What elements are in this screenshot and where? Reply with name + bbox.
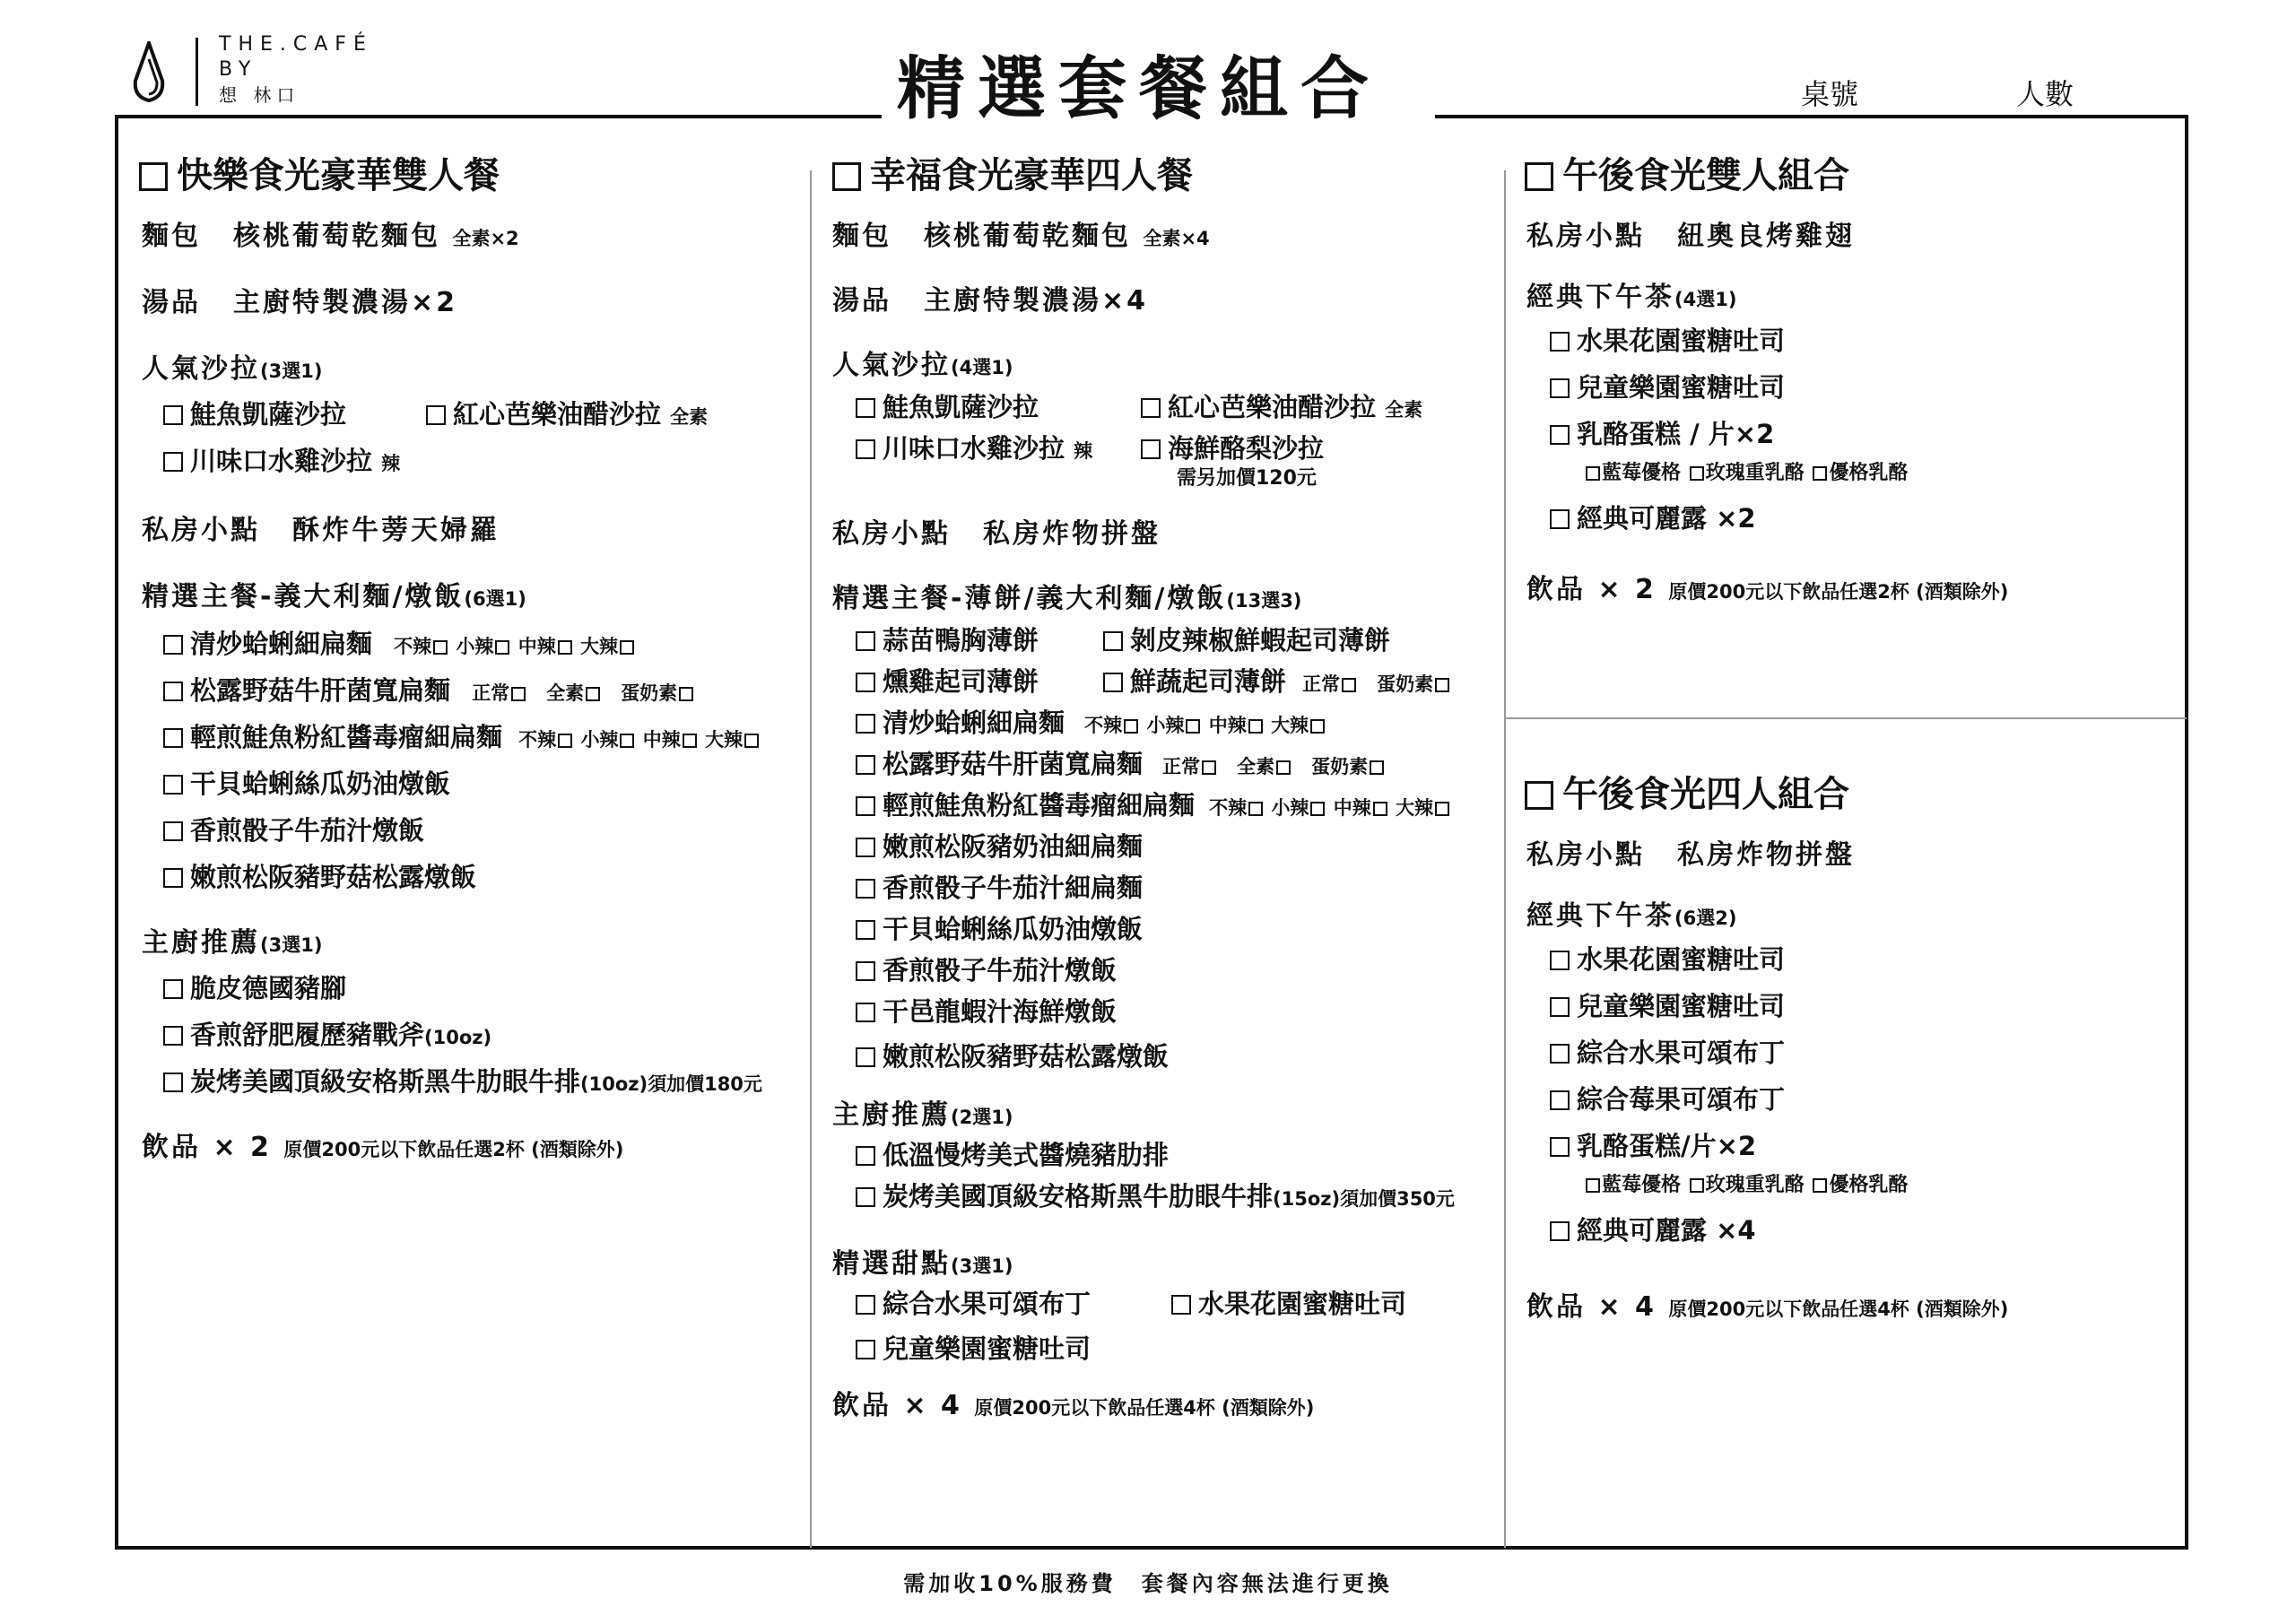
set2-soup-row: 湯品 主廚特製濃湯×4 — [832, 285, 1149, 317]
checkbox[interactable] — [1550, 997, 1570, 1017]
set2-main-option[interactable]: 蒜苗鴨胸薄餅 — [856, 621, 1039, 657]
set3-title[interactable]: 午後食光雙人組合 — [1525, 147, 1849, 198]
set3-checkbox[interactable] — [1525, 162, 1553, 191]
set2-main-option[interactable]: 剝皮辣椒鮮蝦起司薄餅 — [1103, 621, 1390, 657]
set1-salad-option[interactable]: 鮭魚凱薩沙拉 — [163, 395, 346, 431]
checkbox[interactable] — [856, 1340, 875, 1359]
set2-title[interactable]: 幸福食光豪華四人餐 — [832, 147, 1193, 198]
set2-main-option[interactable]: 鮮蔬起司薄餅 正常 蛋奶素 — [1103, 662, 1451, 699]
checkbox[interactable] — [1171, 1295, 1191, 1315]
set2-main-option[interactable]: 香煎骰子牛茄汁細扁麵 — [856, 868, 1143, 905]
set1-salad-option[interactable]: 紅心芭樂油醋沙拉 全素 — [426, 395, 708, 431]
set2-dessert-option[interactable]: 水果花園蜜糖吐司 — [1171, 1284, 1406, 1321]
set1-main-option[interactable]: 輕煎鮭魚粉紅醬毒瘤細扁麵 不辣 小辣 中辣 大辣 — [163, 717, 761, 754]
set2-main-option[interactable]: 香煎骰子牛茄汁燉飯 — [856, 951, 1117, 987]
set3-tea-option[interactable]: 水果花園蜜糖吐司 — [1550, 321, 1785, 358]
checkbox[interactable] — [856, 398, 875, 418]
set2-salad-extra-note: 需另加價120元 — [1177, 467, 1317, 490]
checkbox[interactable] — [1103, 673, 1123, 692]
set2-main-option[interactable]: 嫩煎松阪豬野菇松露燉飯 — [856, 1037, 1169, 1073]
set1-bread-row: 麵包 核桃葡萄乾麵包 全素×2 — [142, 221, 519, 252]
set3-cake-flavors[interactable]: 藍莓優格 玫瑰重乳酪 優格乳酪 — [1584, 457, 1908, 485]
checkbox[interactable] — [163, 1073, 183, 1092]
set2-chef-option[interactable]: 低溫慢烤美式醬燒豬肋排 — [856, 1135, 1169, 1172]
checkbox[interactable] — [163, 1026, 183, 1046]
set1-title[interactable]: 快樂食光豪華雙人餐 — [139, 147, 500, 198]
checkbox[interactable] — [856, 920, 875, 940]
checkbox[interactable] — [426, 405, 446, 425]
brand-logo — [219, 32, 373, 108]
set4-tea-option[interactable]: 水果花園蜜糖吐司 — [1550, 940, 1785, 977]
checkbox[interactable] — [856, 796, 875, 816]
set3-drink-row: 飲品 × 2 原價200元以下飲品任選2杯 (酒類除外) — [1526, 574, 2009, 605]
checkbox[interactable] — [1550, 378, 1570, 398]
column-divider-2 — [1504, 170, 1506, 1548]
checkbox[interactable] — [1550, 425, 1570, 445]
footer-note: 需加收10%服務費 套餐內容無法進行更換 — [903, 1571, 1393, 1596]
checkbox[interactable] — [856, 631, 875, 651]
set1-main-option[interactable]: 干貝蛤蜊絲瓜奶油燉飯 — [163, 764, 450, 801]
checkbox[interactable] — [856, 1295, 875, 1315]
checkbox[interactable] — [856, 439, 875, 459]
checkbox[interactable] — [856, 961, 875, 981]
checkbox[interactable] — [1550, 332, 1570, 352]
set4-tea-option[interactable]: 兒童樂園蜜糖吐司 — [1550, 986, 1785, 1023]
set2-checkbox[interactable] — [832, 162, 861, 191]
set3-tea-option[interactable]: 兒童樂園蜜糖吐司 — [1550, 368, 1785, 404]
set4-drink-row: 飲品 × 4 原價200元以下飲品任選4杯 (酒類除外) — [1526, 1291, 2009, 1323]
set2-chef-heading: 主廚推薦(2選1) — [832, 1099, 1013, 1131]
brand-line3: 想 林口 — [219, 84, 300, 106]
set1-salad-heading: 人氣沙拉(3選1) — [142, 353, 323, 385]
checkbox[interactable] — [1550, 1090, 1570, 1110]
set1-checkbox[interactable] — [139, 162, 168, 191]
set2-dessert-heading: 精選甜點(3選1) — [832, 1248, 1013, 1280]
set1-main-option[interactable]: 清炒蛤蜊細扁麵 不辣 小辣 中辣 大辣 — [163, 624, 636, 661]
set4-snack-row: 私房小點 私房炸物拼盤 — [1526, 839, 1855, 871]
set4-canele-option[interactable]: 經典可麗露 ×4 — [1550, 1211, 1756, 1247]
set2-chef-option[interactable]: 炭烤美國頂級安格斯黑牛肋眼牛排(15oz)須加價350元 — [856, 1177, 1455, 1213]
set3-tea-heading: 經典下午茶(4選1) — [1526, 282, 1737, 313]
checkbox[interactable] — [1550, 951, 1570, 970]
set4-tea-heading: 經典下午茶(6選2) — [1526, 900, 1737, 932]
checkbox[interactable] — [856, 755, 875, 775]
logo-divider — [196, 38, 198, 106]
set2-salad-option[interactable]: 海鮮酪梨沙拉 — [1141, 429, 1324, 465]
checkbox[interactable] — [856, 1146, 875, 1166]
checkbox[interactable] — [856, 1047, 875, 1067]
checkbox[interactable] — [1141, 398, 1161, 418]
set3-snack-row: 私房小點 紐奧良烤雞翅 — [1526, 221, 1855, 252]
set2-dessert-option[interactable]: 綜合水果可頌布丁 — [856, 1284, 1091, 1321]
checkbox[interactable] — [163, 728, 183, 748]
checkbox[interactable] — [163, 821, 183, 841]
set1-drink-row: 飲品 × 2 原價200元以下飲品任選2杯 (酒類除外) — [142, 1132, 624, 1163]
checkbox[interactable] — [1141, 439, 1161, 459]
checkbox[interactable] — [1103, 631, 1123, 651]
set2-main-option[interactable]: 嫩煎松阪豬奶油細扁麵 — [856, 827, 1143, 864]
brand-line1: THE.CAFÉ — [219, 33, 373, 56]
checkbox[interactable] — [163, 979, 183, 999]
set4-tea-option[interactable]: 綜合莓果可頌布丁 — [1550, 1080, 1785, 1116]
set4-tea-option[interactable]: 綜合水果可頌布丁 — [1550, 1033, 1785, 1070]
set4-cake-flavors[interactable]: 藍莓優格 玫瑰重乳酪 優格乳酪 — [1584, 1169, 1908, 1197]
checkbox[interactable] — [163, 452, 183, 472]
menu-frame — [115, 115, 2188, 1550]
set2-bread-row: 麵包 核桃葡萄乾麵包 全素×4 — [832, 221, 1210, 252]
checkbox[interactable] — [856, 1003, 875, 1022]
set1-snack-row: 私房小點 酥炸牛蒡天婦羅 — [142, 515, 500, 546]
set2-main-option[interactable]: 燻雞起司薄餅 — [856, 662, 1039, 699]
checkbox[interactable] — [1550, 1044, 1570, 1064]
set1-chef-option[interactable]: 炭烤美國頂級安格斯黑牛肋眼牛排(10oz)須加價180元 — [163, 1062, 762, 1099]
checkbox[interactable] — [856, 838, 875, 857]
checkbox[interactable] — [163, 868, 183, 888]
set3-canele-option[interactable]: 經典可麗露 ×2 — [1550, 499, 1756, 535]
set2-salad-option[interactable]: 紅心芭樂油醋沙拉 全素 — [1141, 387, 1422, 424]
checkbox[interactable] — [1550, 1137, 1570, 1157]
set2-main-option[interactable]: 清炒蛤蜊細扁麵 不辣 小辣 中辣 大辣 — [856, 703, 1326, 740]
set1-main-option[interactable]: 香煎骰子牛茄汁燉飯 — [163, 811, 424, 847]
set4-checkbox[interactable] — [1525, 781, 1553, 810]
set1-main-heading: 精選主餐-義大利麵/燉飯(6選1) — [142, 581, 526, 612]
set1-main-option[interactable]: 嫩煎松阪豬野菇松露燉飯 — [163, 857, 476, 894]
table-number-label: 桌號 — [1801, 77, 1859, 111]
checkbox[interactable] — [163, 775, 183, 795]
checkbox[interactable] — [163, 405, 183, 425]
set2-salad-heading: 人氣沙拉(4選1) — [832, 350, 1013, 381]
set2-main-option[interactable]: 干貝蛤蜊絲瓜奶油燉飯 — [856, 909, 1143, 946]
checkbox[interactable] — [163, 635, 183, 655]
set1-salad-option[interactable]: 川味口水雞沙拉 辣 — [163, 441, 400, 478]
checkbox[interactable] — [1550, 509, 1570, 529]
brand-line2: BY — [219, 58, 258, 81]
set1-chef-heading: 主廚推薦(3選1) — [142, 927, 323, 959]
set3-tea-option[interactable]: 乳酪蛋糕 / 片×2 — [1550, 414, 1774, 451]
set2-salad-option[interactable]: 川味口水雞沙拉 辣 — [856, 429, 1092, 465]
set2-drink-row: 飲品 × 4 原價200元以下飲品任選4杯 (酒類除外) — [832, 1390, 1315, 1421]
checkbox[interactable] — [1550, 1221, 1570, 1241]
logo-drop-icon — [133, 41, 165, 102]
set2-dessert-option[interactable]: 兒童樂園蜜糖吐司 — [856, 1329, 1091, 1366]
checkbox[interactable] — [163, 682, 183, 701]
people-count-label: 人數 — [2016, 77, 2074, 111]
page-title: 精選套餐組合 — [897, 48, 1381, 128]
set1-main-option[interactable]: 松露野菇牛肝菌寬扁麵 正常 全素 蛋奶素 — [163, 671, 695, 708]
set1-chef-option[interactable]: 脆皮德國豬腳 — [163, 968, 346, 1005]
set2-main-heading: 精選主餐-薄餅/義大利麵/燉飯(13選3) — [832, 583, 1302, 614]
set2-snack-row: 私房小點 私房炸物拼盤 — [832, 518, 1161, 550]
set1-chef-option[interactable]: 香煎舒肥履歷豬戰斧(10oz) — [163, 1015, 491, 1052]
set2-salad-option[interactable]: 鮭魚凱薩沙拉 — [856, 387, 1039, 424]
set4-title[interactable]: 午後食光四人組合 — [1525, 766, 1849, 817]
checkbox[interactable] — [856, 1187, 875, 1207]
set1-soup-row: 湯品 主廚特製濃湯×2 — [142, 287, 458, 318]
column-divider-1 — [810, 170, 812, 1548]
row-divider — [1504, 717, 2187, 719]
checkbox[interactable] — [856, 714, 875, 734]
set4-tea-option[interactable]: 乳酪蛋糕/片×2 — [1550, 1126, 1756, 1163]
checkbox[interactable] — [856, 879, 875, 899]
set2-main-option[interactable]: 松露野菇牛肝菌寬扁麵 正常 全素 蛋奶素 — [856, 744, 1386, 781]
checkbox[interactable] — [856, 673, 875, 692]
set2-main-option[interactable]: 干邑龍蝦汁海鮮燉飯 — [856, 992, 1117, 1029]
set2-main-option[interactable]: 輕煎鮭魚粉紅醬毒瘤細扁麵 不辣 小辣 中辣 大辣 — [856, 786, 1451, 822]
